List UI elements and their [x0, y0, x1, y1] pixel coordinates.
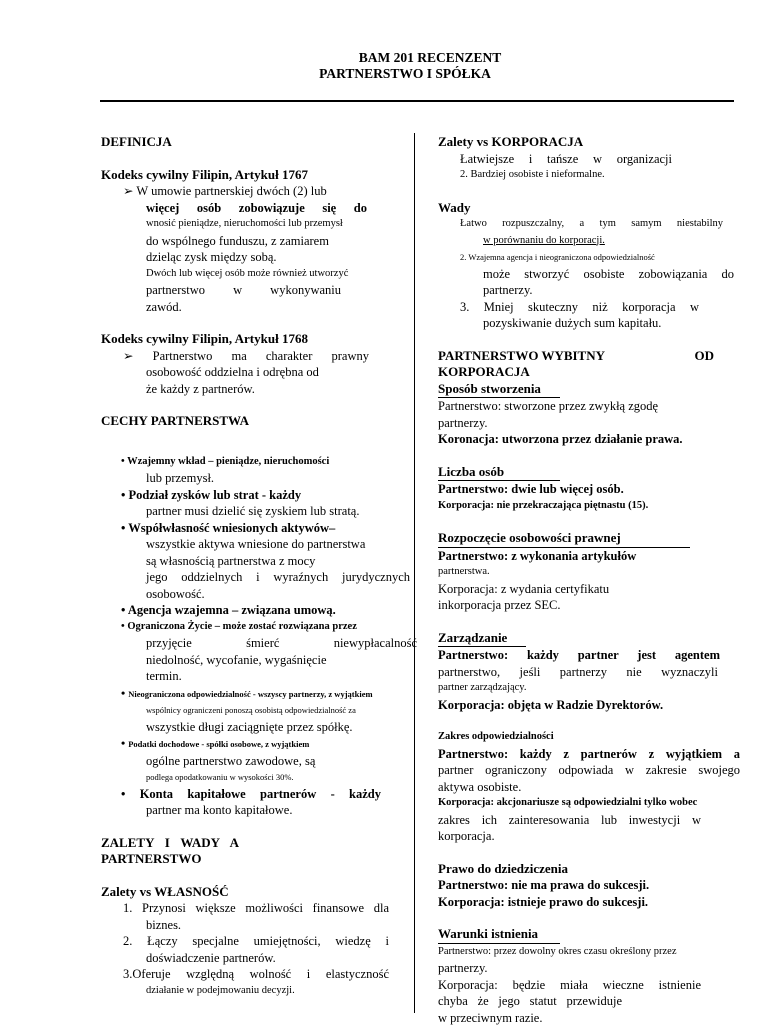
bullet-icon: •: [121, 488, 129, 502]
text-line: Partnerstwo: stworzone przez zwykłą zgodę: [438, 398, 743, 415]
list-item: 1. Przynosi większe możliwości finansowe dla: [101, 900, 389, 917]
bullet-cont: partner musi dzielić się zyskiem lub stratą.: [101, 503, 417, 520]
header-rule: [100, 100, 734, 102]
article-1767-line: do wspólnego funduszu, z zamiarem: [101, 233, 417, 250]
article-1767-line: wnosić pieniądze, nieruchomości lub przemysł: [101, 216, 417, 233]
subheading: Zarządzanie: [438, 630, 743, 648]
text-line: Partnerstwo: nie ma prawa do sukcesji.: [438, 877, 743, 894]
list-item-cont: działanie w podejmowaniu decyzji.: [101, 983, 417, 1000]
article-1768-line: osobowość oddzielna i odrębna od: [101, 364, 417, 381]
list-item: 2. Łączy specjalne umiejętności, wiedzę i: [101, 933, 389, 950]
article-1767-title: Kodeks cywilny Filipin, Artykuł 1767: [101, 167, 417, 184]
text-line: partnerstwa.: [438, 564, 743, 581]
list-item: 3. Mniej skuteczny niż korporacja w: [438, 299, 699, 316]
bullet-item: • Agencja wzajemna – związana umową.: [101, 602, 417, 619]
text-line: w przeciwnym razie.: [438, 1010, 743, 1026]
bullet-cont: lub przemysł.: [101, 470, 417, 487]
text-line: Korporacja: nie przekraczająca piętnastu (15).: [438, 498, 743, 515]
subheading: Liczba osób: [438, 464, 743, 482]
bullet-icon: •: [121, 787, 140, 801]
bullet-icon: •: [121, 521, 128, 535]
left-column: [101, 134, 417, 999]
bullet-item: • Współwłasność wniesionych aktywów–: [101, 520, 417, 537]
bullet-cont: są własnością partnerstwa z mocy: [101, 553, 417, 570]
subheading-zalety-vs-korporacja: Zalety vs KORPORACJA: [438, 134, 743, 151]
bullet-cont: podlega opodatkowaniu w wysokości 30%.: [101, 769, 417, 786]
list-item: Łatwo rozpuszczalny, a tym samym niestabilny: [438, 216, 723, 233]
document-header: [0, 50, 768, 82]
text-line: partnerstwo, jeśli partnerzy nie wyznaczyli: [438, 664, 718, 681]
bullet-cont: jego oddzielnych i wyraźnych jurydycznych: [101, 569, 410, 586]
text-line: Korporacja: akcjonariusze są odpowiedzialni tylko wobec: [438, 795, 743, 812]
article-1767-line: dzieląc zysk między sobą.: [101, 249, 417, 266]
bullet-item: • Ograniczona Życie – może zostać rozwiązana przez: [101, 619, 417, 636]
article-1767-line: partnerstwo w wykonywaniu: [101, 282, 341, 299]
article-1768-line: że każdy z partnerów.: [101, 381, 417, 398]
text-line: partnerzy.: [438, 960, 743, 977]
list-item-cont: może stworzyć osobiste zobowiązania do: [438, 266, 734, 283]
article-1768-line: ➢ Partnerstwo ma charakter prawny: [101, 348, 369, 365]
section-heading-zalety: ZALETY I WADY A: [101, 835, 239, 852]
section-heading-wybitny: PARTNERSTWO WYBITNY OD: [438, 348, 714, 365]
article-1767-line: Dwóch lub więcej osób może również utworzyć: [101, 266, 417, 283]
list-item-cont: w porównaniu do korporacji.: [438, 233, 743, 250]
bullet-item: • Nieograniczona odpowiedzialność - wszyscy partnerzy, z wyjątkiem: [101, 685, 417, 703]
text-line: zakres ich zainteresowania lub inwestycji w: [438, 812, 701, 829]
subheading: Rozpoczęcie osobowości prawnej: [438, 530, 743, 548]
bullet-icon: •: [121, 736, 128, 750]
list-item: Łatwiejsze i tańsze w organizacji: [438, 151, 672, 168]
text-line: chyba że jego statut przewiduje: [438, 993, 622, 1010]
text-line: Korporacja: z wydania certyfikatu: [438, 581, 743, 598]
bullet-cont: termin.: [101, 668, 417, 685]
bullet-item: • Podatki dochodowe - spółki osobowe, z wyjątkiem: [101, 735, 417, 753]
text-line: aktywa osobiste.: [438, 779, 743, 796]
subheading: Prawo do dziedziczenia: [438, 861, 743, 878]
bullet-cont: przyjęcie śmierć niewypłacalność: [101, 635, 417, 652]
bullet-cont: partner ma konto kapitałowe.: [101, 802, 417, 819]
bullet-item: • Wzajemny wkład – pieniądze, nieruchomości: [101, 454, 417, 471]
subheading-wady: Wady: [438, 200, 743, 217]
text-line: Korporacja: istnieje prawo do sukcesji.: [438, 894, 743, 911]
text-line: Partnerstwo: każdy z partnerów z wyjątkiem a: [438, 746, 740, 763]
text-line: partner ograniczony odpowiada w zakresie swojego: [438, 762, 740, 779]
bullet-icon: •: [121, 621, 127, 632]
bullet-cont: wspólnicy ograniczeni ponoszą osobistą odpowiedzialność za: [101, 702, 417, 719]
list-item-cont: pozyskiwanie dużych sum kapitału.: [438, 315, 743, 332]
bullet-cont: wszystkie aktywa wniesione do partnerstwa: [101, 536, 417, 553]
text-line: partnerzy.: [438, 415, 743, 432]
section-heading-zalety-2: PARTNERSTWO: [101, 851, 417, 868]
text-line: Partnerstwo: dwie lub więcej osób.: [438, 481, 743, 498]
bullet-icon: •: [121, 603, 128, 617]
list-item: 2. Bardziej osobiste i nieformalne.: [438, 167, 743, 184]
document-title: PARTNERSTWO I SPÓŁKA: [0, 66, 768, 82]
course-title: BAM 201 RECENZENT: [0, 50, 768, 66]
section-heading-wybitny-2: KORPORACJA: [438, 364, 743, 381]
article-1767-line: więcej osób zobowiązuje się do: [101, 200, 367, 217]
text-line: Korporacja: będzie miała wieczne istnienie: [438, 977, 701, 994]
bullet-cont: niedolność, wycofanie, wygaśnięcie: [101, 652, 417, 669]
bullet-cont: wszystkie długi zaciągnięte przez spółkę.: [101, 719, 417, 736]
bullet-icon: •: [121, 686, 128, 700]
subheading: Sposób stworzenia: [438, 381, 743, 399]
list-item-cont: doświadczenie partnerów.: [101, 950, 417, 967]
list-item: 3.Oferuje względną wolność i elastyczność: [101, 966, 389, 983]
text-line: inkorporacja przez SEC.: [438, 597, 743, 614]
text-line: Partnerstwo: każdy partner jest agentem: [438, 647, 720, 664]
section-heading-cechy: CECHY PARTNERSTWA: [101, 413, 417, 430]
bullet-cont: ogólne partnerstwo zawodowe, są: [101, 753, 417, 770]
section-heading-definicja: DEFINICJA: [101, 134, 417, 151]
text-line: korporacja.: [438, 828, 743, 845]
subheading-zalety-vs-wlasnosc: Zalety vs WŁASNOŚĆ: [101, 884, 417, 901]
text-line: Koronacja: utworzona przez działanie prawa.: [438, 431, 743, 448]
bullet-icon: •: [121, 456, 127, 467]
right-column: [438, 134, 743, 1026]
list-item: 2. Wzajemna agencja i nieograniczona odpowiedzialność: [438, 249, 743, 266]
text-line: Korporacja: objęta w Radzie Dyrektorów.: [438, 697, 743, 714]
bullet-cont: osobowość.: [101, 586, 417, 603]
text-line: Partnerstwo: z wykonania artykułów: [438, 548, 743, 565]
bullet-item: • Konta kapitałowe partnerów - każdy: [101, 786, 381, 803]
article-1767-line: ➢ W umowie partnerskiej dwóch (2) lub: [101, 183, 417, 200]
bullet-item: • Podział zysków lub strat - każdy: [101, 487, 417, 504]
text-line: Partnerstwo: przez dowolny okres czasu określony przez: [438, 944, 743, 961]
article-1768-title: Kodeks cywilny Filipin, Artykuł 1768: [101, 331, 417, 348]
subheading: Warunki istnienia: [438, 926, 743, 944]
article-1767-line: zawód.: [101, 299, 417, 316]
subheading: Zakres odpowiedzialności: [438, 729, 743, 746]
list-item-cont: biznes.: [101, 917, 417, 934]
text-line: partner zarządzający.: [438, 680, 743, 697]
list-item-cont: partnerzy.: [438, 282, 743, 299]
